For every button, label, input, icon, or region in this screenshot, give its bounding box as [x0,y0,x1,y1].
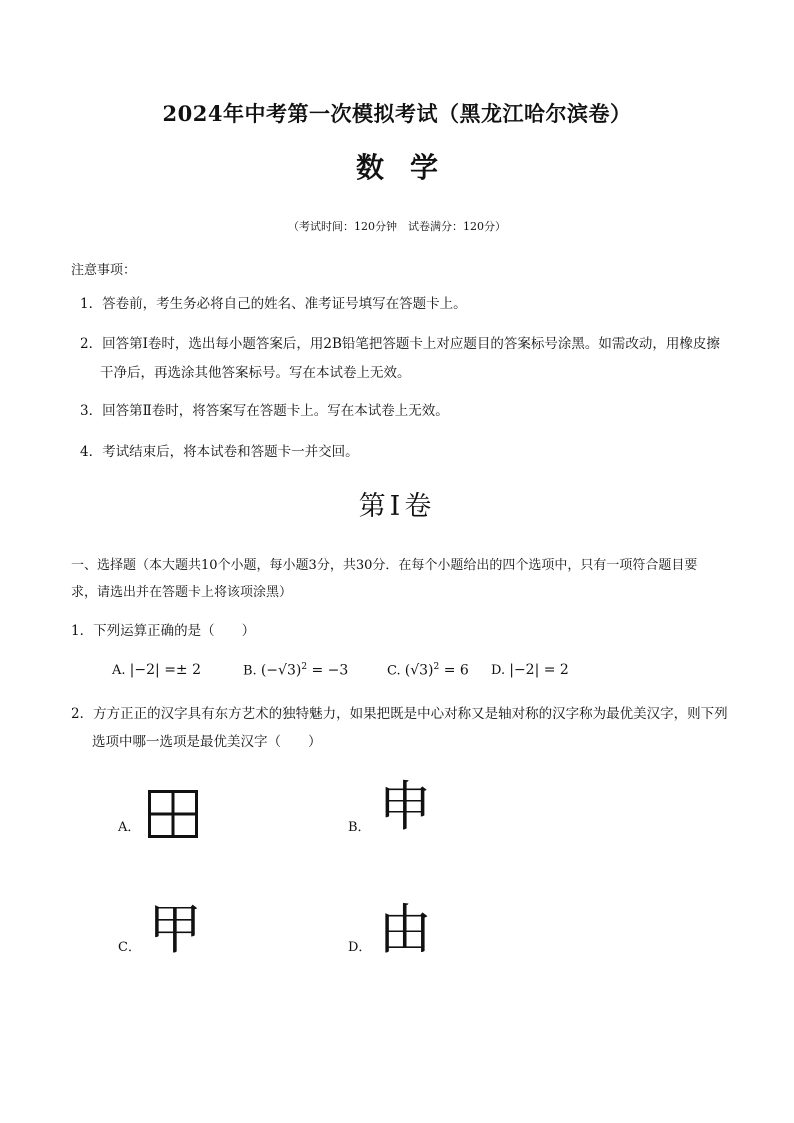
q1-option-d-label: D. [491,663,506,678]
notice-item-2 [80,330,730,388]
section-intro: 一、选择题（本大题共10个小题，每小题3分，共30分．在每个小题给出的四个选项中，只有一项符合题目要求，请选出并在答题卡上将该项涂黑） [71,558,698,600]
notice-item-text: 2．回答第Ⅰ卷时，选出每小题答案后，用2B铅笔把答题卡上对应题目的答案标号涂黑。如需改动，用橡皮擦干净后，再选涂其他答案标号。写在本试卷上无效。 [80,336,720,381]
notice-item-3 [80,397,730,426]
q1-option-a-expr: |−2| =± 2 [129,662,202,678]
notice-heading: 注意事项： [71,263,137,278]
q2-option-c-character: 甲 [148,898,202,961]
q1-option-b-expr-result: = −3 [307,662,349,679]
question-1-stem [71,617,731,645]
q2-option-a-label: A． [118,820,141,835]
notice-item-1 [80,290,730,319]
q1-option-c [387,662,469,678]
q2-option-d-character: 由 [378,898,432,961]
exam-meta: （考试时间：120分钟 试卷满分：120分） [288,220,506,233]
question-2-text: 2．方方正正的汉字具有东方艺术的独特魅力，如果把既是中心对称又是轴对称的汉字称为最优美汉字，则下列选项中哪一选项是最优美汉字（ ） [71,706,728,750]
exam-title: 2024年中考第一次模拟考试（黑龙江哈尔滨卷） [162,101,632,126]
q2-option-b-label: B． [348,820,371,835]
q1-option-c-exponent: 2 [433,662,440,672]
question-1-text: 1．下列运算正确的是（ ） [71,623,256,639]
notice-item-text: 1．答卷前，考生务必将自己的姓名、准考证号填写在答题卡上。 [80,296,467,312]
section-title: 第Ⅰ卷 [358,491,436,522]
notice-item-text: 3．回答第Ⅱ卷时，将答案写在答题卡上。写在本试卷上无效。 [80,403,449,419]
q1-option-d-expr: |−2| = 2 [509,662,569,678]
q2-option-d-label: D． [348,940,372,955]
notice-item-text: 4．考试结束后，将本试卷和答题卡一并交回。 [80,444,359,460]
q1-option-b-exponent: 2 [301,662,308,672]
q1-option-c-label: C. [387,663,401,679]
q2-option-c-label: C． [118,940,141,955]
q1-option-c-expr-base: (√3) [404,662,434,679]
q2-option-b-character: 申 [378,775,432,838]
q1-option-b-label: B. [243,663,257,679]
q1-option-d [491,662,569,678]
q2-option-a-grid-character [148,790,198,838]
q1-option-b [243,662,348,678]
question-2-stem [71,700,731,756]
subject-title: 数学 [355,151,464,184]
q1-option-a-label: A. [112,663,126,678]
notice-item-4 [80,438,730,467]
q1-option-b-expr-base: (−√3) [260,662,302,679]
q1-option-a [112,662,201,678]
q1-option-c-expr-result: = 6 [439,662,469,679]
